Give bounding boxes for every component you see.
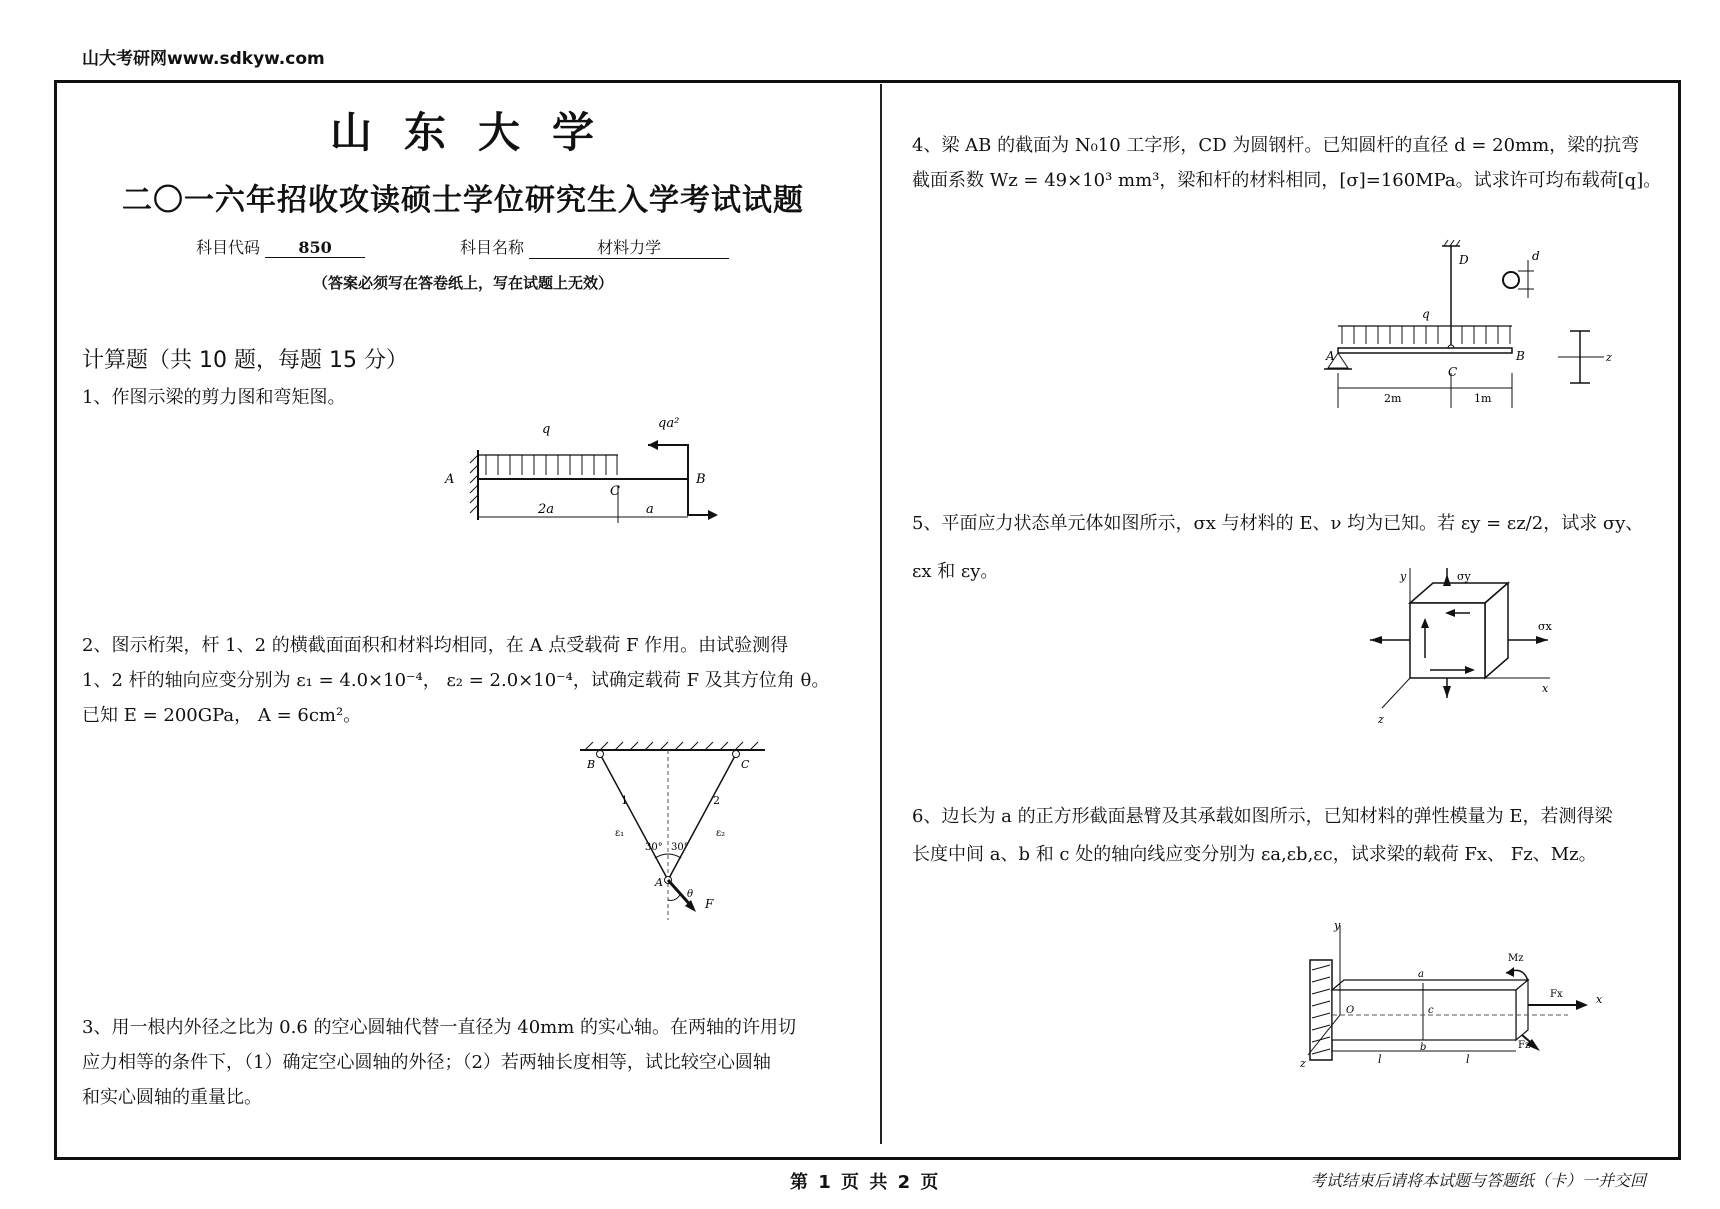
figure-4-beam-rod xyxy=(1322,238,1632,418)
figure-2-truss xyxy=(575,740,775,920)
question-2-line-2: 1、2 杆的轴向应变分别为 ε₁ = 4.0×10⁻⁴， ε₂ = 2.0×10⁻⁴，试确定载荷 F 及其方位角 θ。 xyxy=(82,670,830,691)
fig1-qa2-label: qa² xyxy=(658,416,680,431)
fig4-D-label: D xyxy=(1459,253,1469,267)
question-2-line-1: 2、图示桁架，杆 1、2 的横截面面积和材料均相同，在 A 点受载荷 F 作用。由试验测得 xyxy=(82,635,789,656)
page-number: 第 1 页 共 2 页 xyxy=(790,1172,939,1193)
question-6-line-1: 6、边长为 a 的正方形截面悬臂及其承载如图所示，已知材料的弹性模量为 E，若测得梁 xyxy=(912,806,1613,827)
fig4-C-label: C xyxy=(1448,365,1458,379)
fig2-eps2: ε₂ xyxy=(716,828,726,839)
fig2-B-label: B xyxy=(587,758,596,771)
fig5-z-label: z xyxy=(1378,713,1384,726)
question-6-line-2: 长度中间 a、b 和 c 处的轴向线应变分别为 εa,εb,εc，试求梁的载荷 Fx、 Fz、Mz。 xyxy=(912,844,1597,865)
question-3 xyxy=(82,1010,862,1115)
question-4-line-1: 4、梁 AB 的截面为 N₀10 工字形，CD 为圆钢杆。已知圆杆的直径 d = 20mm，梁的抗弯 xyxy=(912,135,1640,156)
fig4-z-label: z xyxy=(1606,351,1612,364)
question-3-line-2: 应力相等的条件下，（1）确定空心圆轴的外径；（2）若两轴长度相等，试比较空心圆轴 xyxy=(82,1052,771,1073)
fig5-sx-label: σx xyxy=(1538,620,1552,633)
figure-6-cantilever xyxy=(1278,915,1638,1075)
subject-name-label: 科目名称 xyxy=(460,238,525,257)
question-4 xyxy=(912,128,1672,198)
subject-code-row xyxy=(196,235,365,258)
question-4-line-2: 截面系数 Wz = 49×10³ mm³，梁和杆的材料相同，[σ]=160MPa。试求许可均布载荷[q]。 xyxy=(912,170,1662,191)
question-2-line-3: 已知 E = 200GPa， A = 6cm²。 xyxy=(82,705,362,726)
subject-name-row xyxy=(460,235,729,259)
question-2 xyxy=(82,628,862,733)
site-watermark: 山大考研网www.sdkyw.com xyxy=(82,49,325,69)
fig5-x-label: x xyxy=(1542,682,1549,695)
fig6-x-label: x xyxy=(1596,993,1603,1006)
subject-code-label: 科目代码 xyxy=(196,238,261,257)
fig4-len1: 2m xyxy=(1384,392,1402,405)
fig1-B-label: B xyxy=(696,472,706,487)
fig6-l1-label: l xyxy=(1378,1053,1382,1066)
fig1-C-label: C xyxy=(610,484,620,499)
subject-code-value: 850 xyxy=(265,238,365,258)
fig4-len2: 1m xyxy=(1474,392,1492,405)
fig1-A-label: A xyxy=(445,472,455,487)
fig6-c-label: c xyxy=(1428,1005,1434,1016)
fig1-len2: a xyxy=(646,502,654,517)
fig2-ang2: 30° xyxy=(671,842,689,853)
figure-5-stress-element xyxy=(1360,568,1570,763)
column-divider xyxy=(880,84,882,1144)
fig6-Fx-label: Fx xyxy=(1550,989,1563,1000)
fig4-d-label: d xyxy=(1532,249,1540,263)
answer-note: （答案必须写在答卷纸上，写在试题上无效） xyxy=(312,274,613,292)
fig6-Fz-label: Fz xyxy=(1518,1040,1531,1051)
fig6-y-label: y xyxy=(1334,919,1341,932)
fig4-B-label: B xyxy=(1516,349,1525,363)
fig2-F-label: F xyxy=(705,897,714,911)
fig6-a-label: a xyxy=(1418,969,1424,980)
fig5-sy-label: σy xyxy=(1457,570,1471,583)
fig4-A-label: A xyxy=(1326,349,1335,363)
question-3-line-3: 和实心圆轴的重量比。 xyxy=(82,1087,262,1108)
fig2-A-label: A xyxy=(655,876,663,889)
university-name: 山东大学 xyxy=(329,108,626,157)
footer-note: 考试结束后请将本试题与答题纸（卡）一并交回 xyxy=(1310,1171,1647,1190)
fig6-O-label: O xyxy=(1346,1005,1355,1016)
question-6 xyxy=(912,798,1672,874)
fig4-q-label: q xyxy=(1422,307,1430,321)
fig1-q-label: q xyxy=(542,422,551,437)
fig2-theta: θ xyxy=(687,889,694,900)
figure-1-cantilever xyxy=(440,415,740,530)
fig2-eps1: ε₁ xyxy=(615,828,625,839)
exam-title: 二〇一六年招收攻读硕士学位研究生入学考试试题 xyxy=(122,183,804,218)
fig2-bar1: 1 xyxy=(621,794,628,807)
fig2-bar2: 2 xyxy=(713,794,720,807)
fig6-l2-label: l xyxy=(1466,1053,1470,1066)
question-5-line-1: 5、平面应力状态单元体如图所示，σx 与材料的 E、ν 均为已知。若 εy = εz/2，试求 σy、 xyxy=(912,513,1644,534)
question-3-line-1: 3、用一根内外径之比为 0.6 的空心圆轴代替一直径为 40mm 的实心轴。在两轴的许用切 xyxy=(82,1017,797,1038)
fig1-len1: 2a xyxy=(538,502,555,517)
fig6-z-label: z xyxy=(1300,1057,1306,1070)
fig5-y-label: y xyxy=(1400,570,1407,583)
fig2-C-label: C xyxy=(741,758,750,771)
subject-name-value: 材料力学 xyxy=(529,235,729,259)
question-1: 1、作图示梁的剪力图和弯矩图。 xyxy=(82,387,346,408)
question-5-line-2: εx 和 εy。 xyxy=(912,561,999,582)
fig2-ang1: 30° xyxy=(645,842,663,853)
fig6-Mz-label: Mz xyxy=(1508,953,1524,964)
section-title: 计算题（共 10 题，每题 15 分） xyxy=(82,348,408,373)
fig6-b-label: b xyxy=(1420,1042,1427,1053)
